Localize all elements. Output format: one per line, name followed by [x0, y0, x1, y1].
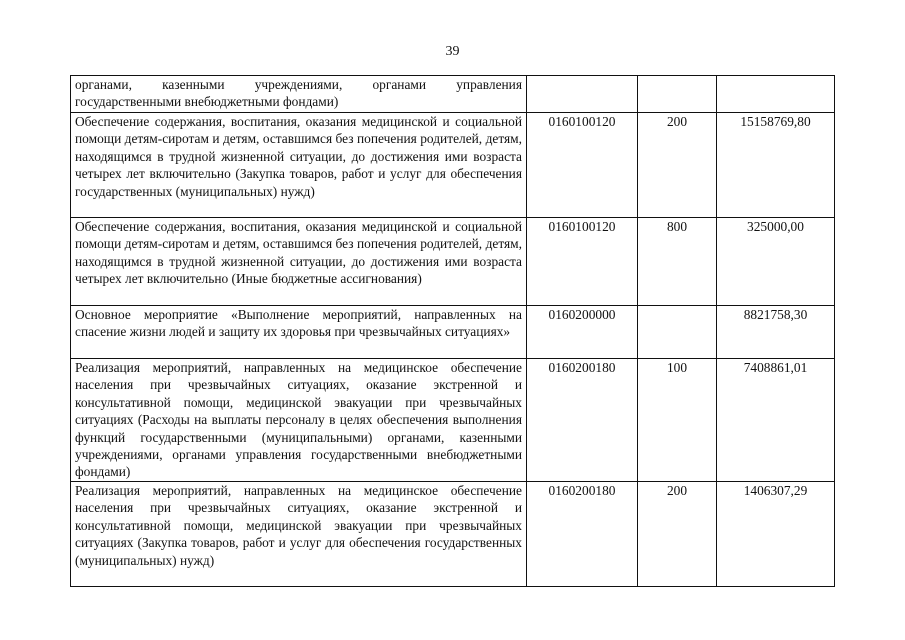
budget-table: [70, 75, 835, 587]
row-target-code: 0160200180: [527, 482, 638, 587]
row-amount: 7408861,01: [717, 359, 835, 482]
row-expense-kind: [638, 76, 717, 113]
row-description: Реализация мероприятий, направленных на медицинское обеспечение населения при чрезвычайных ситуациях, оказание экстренной и консультативной помощи, медицинской эвакуации при чрезвычайных ситуациях (Расходы на выплаты персоналу в целях обеспечения выполнения функций государственными (муниципальными) органами, казенными учреждениями, органами управления государственными внебюджетными фондами): [71, 359, 527, 482]
row-expense-kind: 800: [638, 218, 717, 306]
row-description: Обеспечение содержания, воспитания, оказания медицинской и социальной помощи детям-сиротам и детям, оставшимся без попечения родителей, детям, находящимся в трудной жизненной ситуации, до достижения ими возраста четырех лет включительно (Иные бюджетные ассигнования): [71, 218, 527, 306]
table-row: [71, 113, 835, 218]
row-target-code: 0160200180: [527, 359, 638, 482]
row-description: органами, казенными учреждениями, органами управления государственными внебюджетными фондами): [71, 76, 527, 113]
row-expense-kind: [638, 306, 717, 359]
row-description: Основное мероприятие «Выполнение мероприятий, направленных на спасение жизни людей и защиту их здоровья при чрезвычайных ситуациях»: [71, 306, 527, 359]
row-amount: 15158769,80: [717, 113, 835, 218]
table-row: [71, 482, 835, 587]
row-amount: [717, 76, 835, 113]
row-amount: 8821758,30: [717, 306, 835, 359]
row-expense-kind: 100: [638, 359, 717, 482]
row-target-code: [527, 76, 638, 113]
row-target-code: 0160100120: [527, 113, 638, 218]
row-description: Реализация мероприятий, направленных на медицинское обеспечение населения при чрезвычайных ситуациях, оказание экстренной и консультативной помощи, медицинской эвакуации при чрезвычайных ситуациях (Закупка товаров, работ и услуг для обеспечения государственных (муниципальных) нужд): [71, 482, 527, 587]
row-target-code: 0160200000: [527, 306, 638, 359]
row-amount: 1406307,29: [717, 482, 835, 587]
row-target-code: 0160100120: [527, 218, 638, 306]
table-row: [71, 76, 835, 113]
table-row: [71, 218, 835, 306]
row-expense-kind: 200: [638, 113, 717, 218]
page-number: 39: [445, 44, 460, 59]
table-row: [71, 359, 835, 482]
row-amount: 325000,00: [717, 218, 835, 306]
table-row: [71, 306, 835, 359]
row-description: Обеспечение содержания, воспитания, оказания медицинской и социальной помощи детям-сиротам и детям, оставшимся без попечения родителей, детям, находящимся в трудной жизненной ситуации, до достижения ими возраста четырех лет включительно (Закупка товаров, работ и услуг для обеспечения государственных (муниципальных) нужд): [71, 113, 527, 218]
row-expense-kind: 200: [638, 482, 717, 587]
